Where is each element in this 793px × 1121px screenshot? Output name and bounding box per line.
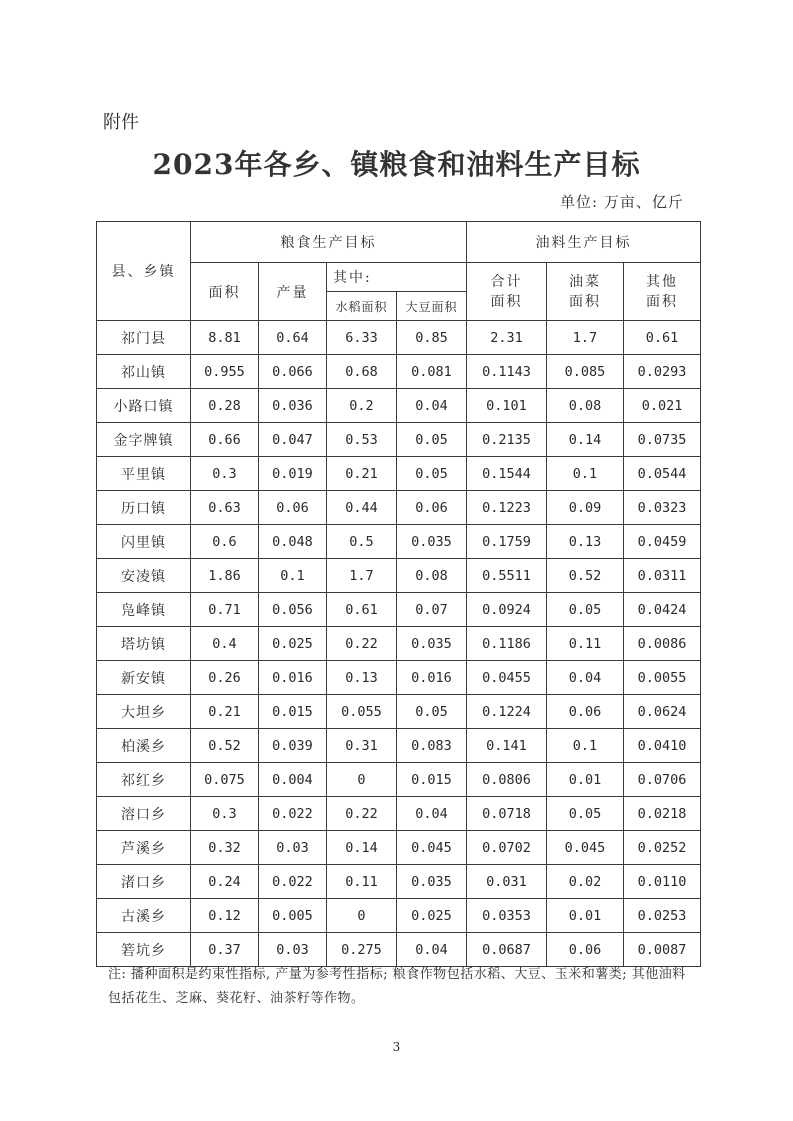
unit-label: 单位: 万亩、亿斤 — [560, 193, 684, 211]
rice-area-cell: 0.055 — [327, 695, 397, 729]
oil-total-area-cell: 0.0702 — [467, 831, 547, 865]
grain-output-cell: 0.03 — [259, 933, 327, 967]
table-row — [97, 899, 701, 933]
grain-area-cell: 0.075 — [191, 763, 259, 797]
region-name-cell: 古溪乡 — [97, 899, 191, 933]
rapeseed-area-cell: 0.04 — [547, 661, 624, 695]
other-oil-area-cell: 0.0086 — [624, 627, 701, 661]
grain-output-cell: 0.022 — [259, 797, 327, 831]
other-oil-area-cell: 0.0311 — [624, 559, 701, 593]
table-row — [97, 661, 701, 695]
table-row — [97, 729, 701, 763]
region-name-cell: 金字牌镇 — [97, 423, 191, 457]
rice-area-cell: 0.22 — [327, 627, 397, 661]
grain-area-cell: 0.4 — [191, 627, 259, 661]
region-name-cell: 凫峰镇 — [97, 593, 191, 627]
grain-area-cell: 0.955 — [191, 355, 259, 389]
table-row — [97, 321, 701, 355]
rapeseed-area-cell: 0.02 — [547, 865, 624, 899]
rapeseed-area-cell: 0.06 — [547, 933, 624, 967]
oil-total-area-cell: 0.5511 — [467, 559, 547, 593]
soy-area-cell: 0.05 — [397, 695, 467, 729]
rice-area-cell: 0.53 — [327, 423, 397, 457]
header-other-line1: 其他 — [646, 273, 678, 290]
header-region: 县、乡镇 — [97, 222, 191, 321]
table-row — [97, 627, 701, 661]
grain-output-cell: 0.016 — [259, 661, 327, 695]
table-row — [97, 831, 701, 865]
rice-area-cell: 0.22 — [327, 797, 397, 831]
oil-total-area-cell: 0.141 — [467, 729, 547, 763]
region-name-cell: 塔坊镇 — [97, 627, 191, 661]
soy-area-cell: 0.045 — [397, 831, 467, 865]
header-oil-total-line2: 面积 — [490, 293, 523, 310]
soy-area-cell: 0.035 — [397, 865, 467, 899]
other-oil-area-cell: 0.0410 — [624, 729, 701, 763]
table-row — [97, 423, 701, 457]
other-oil-area-cell: 0.0253 — [624, 899, 701, 933]
rice-area-cell: 0.68 — [327, 355, 397, 389]
grain-area-cell: 0.3 — [191, 457, 259, 491]
rice-area-cell: 6.33 — [327, 321, 397, 355]
grain-area-cell: 0.3 — [191, 797, 259, 831]
region-name-cell: 大坦乡 — [97, 695, 191, 729]
oil-total-area-cell: 0.1759 — [467, 525, 547, 559]
header-other-line2: 面积 — [646, 293, 678, 310]
header-soy-area: 大豆面积 — [397, 292, 467, 321]
oil-total-area-cell: 0.1186 — [467, 627, 547, 661]
grain-area-cell: 0.12 — [191, 899, 259, 933]
grain-area-cell: 0.21 — [191, 695, 259, 729]
grain-output-cell: 0.025 — [259, 627, 327, 661]
rapeseed-area-cell: 0.1 — [547, 729, 624, 763]
rapeseed-area-cell: 0.045 — [547, 831, 624, 865]
other-oil-area-cell: 0.61 — [624, 321, 701, 355]
header-grain-output: 产量 — [259, 263, 327, 321]
oil-total-area-cell: 0.1224 — [467, 695, 547, 729]
rapeseed-area-cell: 0.085 — [547, 355, 624, 389]
rapeseed-area-cell: 0.06 — [547, 695, 624, 729]
rapeseed-area-cell: 0.11 — [547, 627, 624, 661]
grain-area-cell: 0.52 — [191, 729, 259, 763]
header-rapeseed-line1: 油菜 — [569, 273, 601, 290]
header-of-which: 其中: — [327, 263, 467, 292]
grain-output-cell: 0.039 — [259, 729, 327, 763]
table-row — [97, 593, 701, 627]
rapeseed-area-cell: 1.7 — [547, 321, 624, 355]
table-row — [97, 933, 701, 967]
table-row — [97, 797, 701, 831]
oil-total-area-cell: 0.2135 — [467, 423, 547, 457]
other-oil-area-cell: 0.0293 — [624, 355, 701, 389]
soy-area-cell: 0.85 — [397, 321, 467, 355]
oil-total-area-cell: 2.31 — [467, 321, 547, 355]
grain-output-cell: 0.036 — [259, 389, 327, 423]
rapeseed-area-cell: 0.05 — [547, 797, 624, 831]
rapeseed-area-cell: 0.1 — [547, 457, 624, 491]
oil-total-area-cell: 0.0924 — [467, 593, 547, 627]
oil-total-area-cell: 0.101 — [467, 389, 547, 423]
header-other-area — [624, 263, 701, 321]
region-name-cell: 芦溪乡 — [97, 831, 191, 865]
oil-total-area-cell: 0.1143 — [467, 355, 547, 389]
other-oil-area-cell: 0.0424 — [624, 593, 701, 627]
region-name-cell: 平里镇 — [97, 457, 191, 491]
soy-area-cell: 0.08 — [397, 559, 467, 593]
rice-area-cell: 0.5 — [327, 525, 397, 559]
grain-output-cell: 0.048 — [259, 525, 327, 559]
table-row — [97, 763, 701, 797]
attachment-label: 附件 — [103, 112, 139, 133]
header-oil-total-line1: 合计 — [490, 273, 523, 290]
region-name-cell: 新安镇 — [97, 661, 191, 695]
other-oil-area-cell: 0.0735 — [624, 423, 701, 457]
soy-area-cell: 0.05 — [397, 457, 467, 491]
grain-area-cell: 0.26 — [191, 661, 259, 695]
soy-area-cell: 0.035 — [397, 525, 467, 559]
region-name-cell: 柏溪乡 — [97, 729, 191, 763]
rice-area-cell: 0.31 — [327, 729, 397, 763]
soy-area-cell: 0.05 — [397, 423, 467, 457]
grain-output-cell: 0.019 — [259, 457, 327, 491]
rapeseed-area-cell: 0.01 — [547, 763, 624, 797]
grain-area-cell: 0.32 — [191, 831, 259, 865]
rice-area-cell: 0.2 — [327, 389, 397, 423]
region-name-cell: 历口镇 — [97, 491, 191, 525]
soy-area-cell: 0.081 — [397, 355, 467, 389]
soy-area-cell: 0.015 — [397, 763, 467, 797]
oil-total-area-cell: 0.0806 — [467, 763, 547, 797]
other-oil-area-cell: 0.0110 — [624, 865, 701, 899]
table-row — [97, 355, 701, 389]
other-oil-area-cell: 0.0087 — [624, 933, 701, 967]
rice-area-cell: 0.14 — [327, 831, 397, 865]
other-oil-area-cell: 0.0218 — [624, 797, 701, 831]
other-oil-area-cell: 0.021 — [624, 389, 701, 423]
table-note: 注: 播种面积是约束性指标, 产量为参考性指标; 粮食作物包括水稻、大豆、玉米和薯类; 其他油料包括花生、芝麻、葵花籽、油茶籽等作物。 — [108, 967, 686, 1006]
soy-area-cell: 0.04 — [397, 933, 467, 967]
oil-total-area-cell: 0.0353 — [467, 899, 547, 933]
region-name-cell: 箬坑乡 — [97, 933, 191, 967]
rice-area-cell: 0 — [327, 899, 397, 933]
grain-output-cell: 0.005 — [259, 899, 327, 933]
rice-area-cell: 0.61 — [327, 593, 397, 627]
table-row — [97, 389, 701, 423]
other-oil-area-cell: 0.0706 — [624, 763, 701, 797]
rapeseed-area-cell: 0.14 — [547, 423, 624, 457]
rice-area-cell: 1.7 — [327, 559, 397, 593]
table-row — [97, 695, 701, 729]
table-row — [97, 457, 701, 491]
header-oil-total-area — [467, 263, 547, 321]
grain-area-cell: 0.66 — [191, 423, 259, 457]
page-title: 2023年各乡、镇粮食和油料生产目标 — [152, 148, 641, 181]
grain-area-cell: 0.63 — [191, 491, 259, 525]
soy-area-cell: 0.016 — [397, 661, 467, 695]
oil-total-area-cell: 0.1544 — [467, 457, 547, 491]
soy-area-cell: 0.06 — [397, 491, 467, 525]
grain-output-cell: 0.64 — [259, 321, 327, 355]
grain-output-cell: 0.03 — [259, 831, 327, 865]
grain-area-cell: 1.86 — [191, 559, 259, 593]
region-name-cell: 闪里镇 — [97, 525, 191, 559]
oil-total-area-cell: 0.1223 — [467, 491, 547, 525]
oil-total-area-cell: 0.0455 — [467, 661, 547, 695]
rapeseed-area-cell: 0.09 — [547, 491, 624, 525]
table-row — [97, 865, 701, 899]
soy-area-cell: 0.07 — [397, 593, 467, 627]
other-oil-area-cell: 0.0323 — [624, 491, 701, 525]
grain-area-cell: 0.6 — [191, 525, 259, 559]
region-name-cell: 祁山镇 — [97, 355, 191, 389]
grain-area-cell: 0.71 — [191, 593, 259, 627]
rice-area-cell: 0.44 — [327, 491, 397, 525]
rapeseed-area-cell: 0.05 — [547, 593, 624, 627]
header-grain-area: 面积 — [191, 263, 259, 321]
soy-area-cell: 0.083 — [397, 729, 467, 763]
rice-area-cell: 0.21 — [327, 457, 397, 491]
soy-area-cell: 0.04 — [397, 389, 467, 423]
other-oil-area-cell: 0.0544 — [624, 457, 701, 491]
region-name-cell: 安凌镇 — [97, 559, 191, 593]
soy-area-cell: 0.04 — [397, 797, 467, 831]
grain-output-cell: 0.015 — [259, 695, 327, 729]
production-target-table — [96, 221, 701, 967]
region-name-cell: 溶口乡 — [97, 797, 191, 831]
oil-total-area-cell: 0.031 — [467, 865, 547, 899]
rapeseed-area-cell: 0.52 — [547, 559, 624, 593]
other-oil-area-cell: 0.0055 — [624, 661, 701, 695]
rice-area-cell: 0 — [327, 763, 397, 797]
grain-output-cell: 0.022 — [259, 865, 327, 899]
grain-area-cell: 0.28 — [191, 389, 259, 423]
rice-area-cell: 0.13 — [327, 661, 397, 695]
grain-area-cell: 8.81 — [191, 321, 259, 355]
page-number: 3 — [392, 1040, 401, 1054]
header-grain-group: 粮食生产目标 — [191, 222, 467, 263]
rapeseed-area-cell: 0.08 — [547, 389, 624, 423]
grain-output-cell: 0.06 — [259, 491, 327, 525]
other-oil-area-cell: 0.0252 — [624, 831, 701, 865]
region-name-cell: 祁红乡 — [97, 763, 191, 797]
table-row — [97, 491, 701, 525]
rapeseed-area-cell: 0.01 — [547, 899, 624, 933]
soy-area-cell: 0.025 — [397, 899, 467, 933]
grain-output-cell: 0.056 — [259, 593, 327, 627]
region-name-cell: 渚口乡 — [97, 865, 191, 899]
grain-output-cell: 0.1 — [259, 559, 327, 593]
table-row — [97, 525, 701, 559]
header-rapeseed-area — [547, 263, 624, 321]
region-name-cell: 小路口镇 — [97, 389, 191, 423]
rice-area-cell: 0.275 — [327, 933, 397, 967]
grain-output-cell: 0.047 — [259, 423, 327, 457]
header-rice-area: 水稻面积 — [327, 292, 397, 321]
grain-area-cell: 0.37 — [191, 933, 259, 967]
rapeseed-area-cell: 0.13 — [547, 525, 624, 559]
soy-area-cell: 0.035 — [397, 627, 467, 661]
oil-total-area-cell: 0.0718 — [467, 797, 547, 831]
header-oil-group: 油料生产目标 — [467, 222, 701, 263]
table-row — [97, 559, 701, 593]
header-rapeseed-line2: 面积 — [569, 293, 601, 310]
other-oil-area-cell: 0.0624 — [624, 695, 701, 729]
region-name-cell: 祁门县 — [97, 321, 191, 355]
grain-area-cell: 0.24 — [191, 865, 259, 899]
oil-total-area-cell: 0.0687 — [467, 933, 547, 967]
grain-output-cell: 0.004 — [259, 763, 327, 797]
other-oil-area-cell: 0.0459 — [624, 525, 701, 559]
rice-area-cell: 0.11 — [327, 865, 397, 899]
grain-output-cell: 0.066 — [259, 355, 327, 389]
